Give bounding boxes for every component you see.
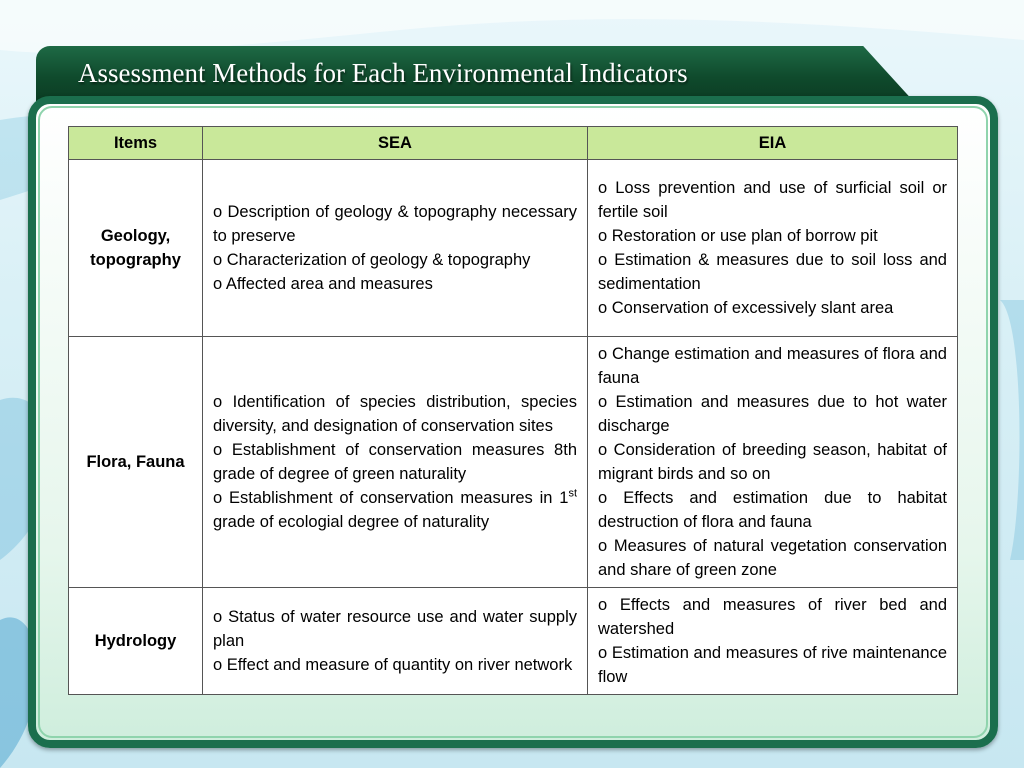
list-item: o Conservation of excessively slant area [598,299,894,317]
list-item [213,486,577,534]
list-item: o Restoration or use plan of borrow pit [598,227,878,245]
list-item: o Establishment of conservation measures 8th grade of degree of green naturality [213,441,577,483]
list-item-text: grade of ecologial degree of naturality [213,513,490,531]
list-item: o Change estimation and measures of flora and fauna [598,345,947,387]
header-items: Items [69,127,203,160]
list-item: o Identification of species distribution, species diversity, and designation of conservation sites [213,393,577,435]
sea-cell [203,337,588,588]
assessment-table [68,126,958,695]
sea-cell [203,160,588,337]
item-hydrology: Hydrology [69,588,203,695]
table-row [69,588,958,695]
slide-title: Assessment Methods for Each Environmental Indicators [78,58,688,88]
list-item: o Effects and measures of river bed and watershed [598,596,947,638]
ordinal-suffix: st [568,487,577,500]
list-item: o Estimation and measures due to hot water discharge [598,393,947,435]
list-item: o Status of water resource use and water supply plan [213,608,577,650]
list-item: o Loss prevention and use of surficial soil or fertile soil [598,179,947,221]
header-sea: SEA [203,127,588,160]
list-item: o Affected area and measures [213,275,433,293]
table-header-row [69,127,958,160]
list-item: o Consideration of breeding season, habitat of migrant birds and so on [598,441,947,483]
item-geology-topography: Geology, topography [69,160,203,337]
item-flora-fauna: Flora, Fauna [69,337,203,588]
sea-cell [203,588,588,695]
list-item: o Effects and estimation due to habitat destruction of flora and fauna [598,489,947,531]
list-item: o Description of geology & topography necessary to preserve [213,203,577,245]
list-item: o Estimation & measures due to soil loss and sedimentation [598,251,947,293]
list-item: o Measures of natural vegetation conservation and share of green zone [598,537,947,579]
list-item: o Characterization of geology & topography [213,251,531,269]
table-row [69,337,958,588]
eia-cell [588,337,958,588]
list-item: o Estimation and measures of rive maintenance flow [598,644,947,686]
list-item-text: o Establishment of conservation measures in 1 [213,489,569,507]
table-row [69,160,958,337]
header-eia: EIA [588,127,958,160]
eia-cell [588,588,958,695]
eia-cell [588,160,958,337]
list-item: o Effect and measure of quantity on river network [213,656,573,674]
